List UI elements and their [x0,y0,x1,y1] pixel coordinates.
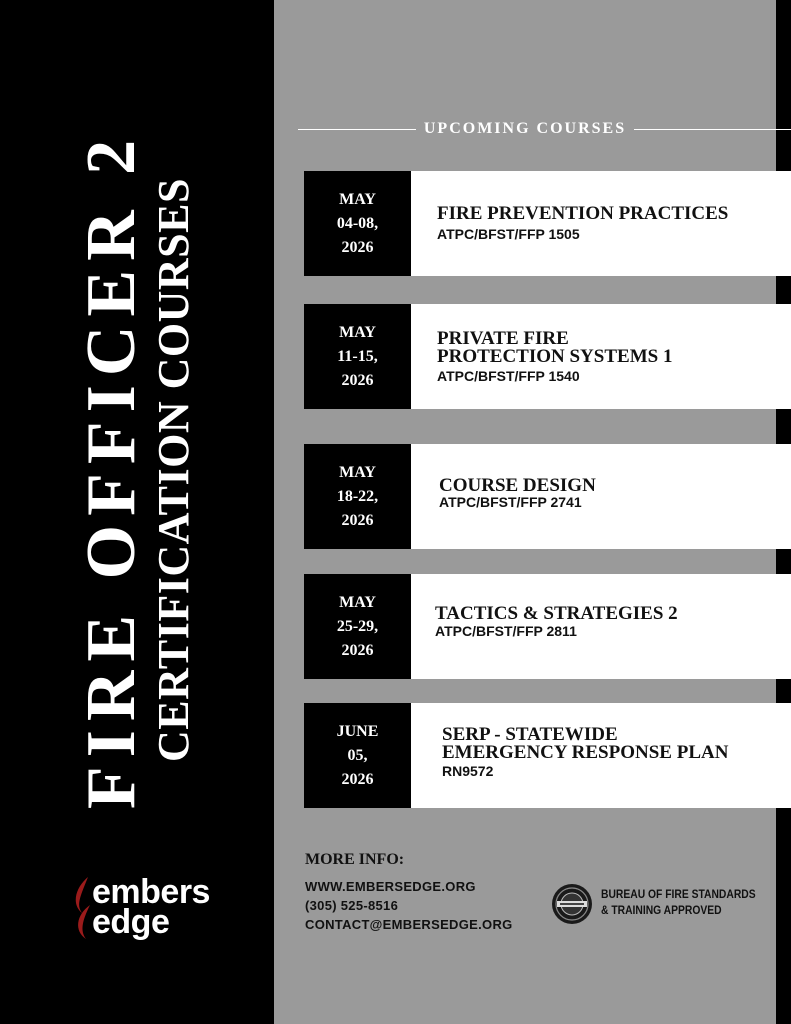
course-code: ATPC/BFST/FFP 1540 [437,368,580,384]
header-rule-right [634,129,791,130]
date-days: 05, [347,746,368,764]
date-year: 2026 [341,641,374,659]
date-year: 2026 [341,238,374,256]
embers-edge-logo [70,873,240,943]
more-info-title: MORE INFO: [305,851,405,868]
date-days: 04-08, [336,214,379,232]
course-code: ATPC/BFST/FFP 2741 [439,494,582,510]
date-days: 25-29, [336,617,379,635]
course-row [304,304,791,409]
course-info [411,703,791,808]
course-row [304,703,791,808]
course-info [411,304,791,409]
bureau-seal-icon [551,883,593,925]
date-year: 2026 [341,511,374,529]
course-row [304,444,791,549]
date-year: 2026 [341,770,374,788]
course-row [304,171,791,276]
title-certification-courses: CERTIFICATION COURSES [149,178,198,762]
section-header [298,118,791,140]
email-link[interactable]: CONTACT@EMBERSEDGE.ORG [305,917,513,932]
date-year: 2026 [341,371,374,389]
course-code: RN9572 [442,763,494,779]
website-link[interactable]: WWW.EMBERSEDGE.ORG [305,879,476,894]
date-days: 11-15, [337,347,378,365]
course-code: ATPC/BFST/FFP 2811 [435,623,577,639]
course-date [304,304,411,409]
bureau-line-1: BUREAU OF FIRE STANDARDS [601,887,756,901]
course-title: SERP - STATEWIDE EMERGENCY RESPONSE PLAN [442,724,729,763]
date-days: 18-22, [336,487,379,505]
bureau-approval-text [601,886,756,918]
course-info [411,171,791,276]
course-date [304,444,411,549]
section-header-text: UPCOMING COURSES [423,120,627,137]
date-month: MAY [339,190,376,208]
course-title: PRIVATE FIRE PROTECTION SYSTEMS 1 [437,328,673,367]
date-month: JUNE [336,722,379,740]
course-row [304,574,791,679]
date-month: MAY [339,323,376,341]
course-info [411,444,791,549]
title-fire-officer: FIRE OFFICER 2 [73,130,150,810]
header-rule-left [298,129,416,130]
course-date [304,703,411,808]
course-code: ATPC/BFST/FFP 1505 [437,226,580,242]
date-month: MAY [339,463,376,481]
logo-text-embers: embers [92,873,210,911]
phone-number[interactable]: (305) 525-8516 [305,898,399,913]
course-date [304,171,411,276]
course-info [411,574,791,679]
vertical-title [75,131,199,809]
course-title: TACTICS & STRATEGIES 2 [435,603,678,624]
course-title: COURSE DESIGN [439,475,596,496]
logo-text-edge: edge [92,903,170,941]
course-date [304,574,411,679]
course-title: FIRE PREVENTION PRACTICES [437,203,729,224]
bureau-line-2: & TRAINING APPROVED [601,903,722,917]
date-month: MAY [339,593,376,611]
